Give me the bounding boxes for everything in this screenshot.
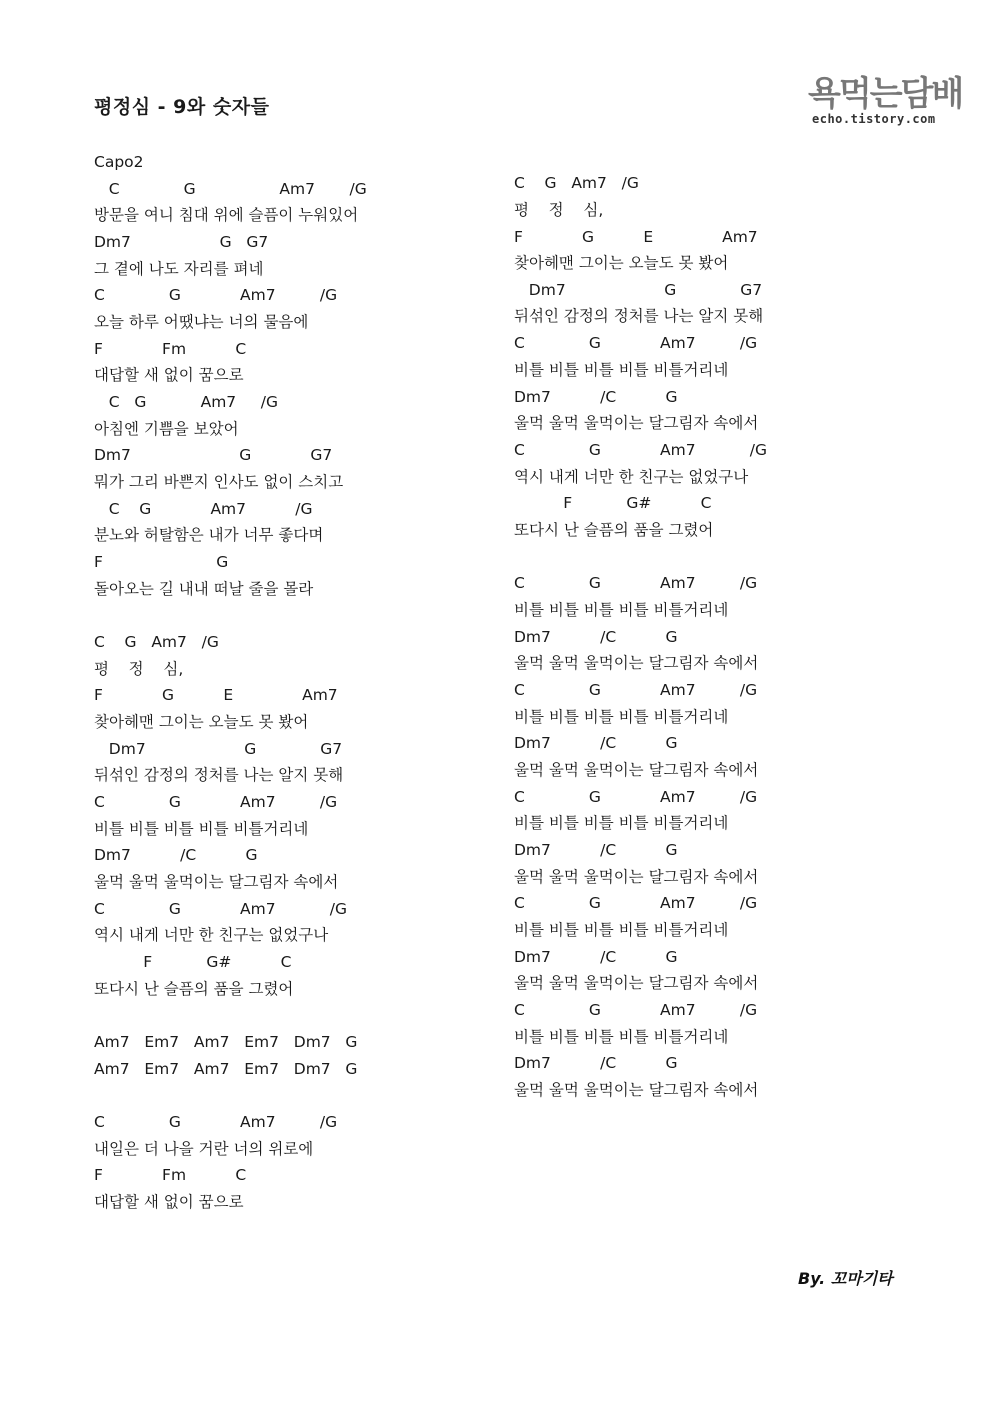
left-column-line: C G Am7 /G — [94, 793, 338, 811]
left-column-line: 대답할 새 없이 꿈으로 — [94, 1193, 244, 1211]
left-column-line: C G Am7 /G — [94, 393, 279, 411]
right-column-line: Dm7 /C G — [514, 841, 678, 859]
left-column-line: 뒤섞인 감정의 정처를 나는 알지 못해 — [94, 766, 344, 784]
left-column-line: 내일은 더 나을 거란 너의 위로에 — [94, 1140, 314, 1158]
left-column-line: 돌아오는 길 내내 떠날 줄을 몰라 — [94, 580, 314, 598]
right-column-line: 울먹 울먹 울먹이는 달그림자 속에서 — [514, 974, 759, 992]
right-column-line: C G Am7 /G — [514, 574, 758, 592]
left-column-line: 대답할 새 없이 꿈으로 — [94, 366, 244, 384]
left-column-line: Am7 Em7 Am7 Em7 Dm7 G — [94, 1033, 358, 1051]
right-column-line: 또다시 난 슬픔의 품을 그렸어 — [514, 521, 714, 539]
right-column-line: Dm7 /C G — [514, 1054, 678, 1072]
right-column-line: F G E Am7 — [514, 228, 758, 246]
song-title: 평정심 - 9와 숫자들 — [94, 96, 270, 118]
left-column-line: 역시 내게 너만 한 친구는 없었구나 — [94, 926, 329, 944]
left-column-line: F Fm C — [94, 1166, 247, 1184]
left-column-line: 평 정 심, — [94, 660, 184, 678]
right-column-line: C G Am7 /G — [514, 681, 758, 699]
right-column-line: 비틀 비틀 비틀 비틀 비틀거리네 — [514, 601, 729, 619]
signature: By. 꼬마기타 — [798, 1269, 893, 1288]
right-column-line: F G# C — [514, 494, 712, 512]
right-column-line: 비틀 비틀 비틀 비틀 비틀거리네 — [514, 708, 729, 726]
logo-url: echo.tistory.com — [812, 112, 936, 126]
right-column-line: Dm7 /C G — [514, 388, 678, 406]
right-column-line: 울먹 울먹 울먹이는 달그림자 속에서 — [514, 761, 759, 779]
left-column-line: C G Am7 /G — [94, 500, 313, 518]
right-column-line: 뒤섞인 감정의 정처를 나는 알지 못해 — [514, 307, 764, 325]
left-column-line: 뭐가 그리 바쁜지 인사도 없이 스치고 — [94, 473, 344, 491]
left-column-line: C G Am7 /G — [94, 180, 367, 198]
left-column-line: 방문을 여니 침대 위에 슬픔이 누워있어 — [94, 206, 359, 224]
right-column-line: Dm7 /C G — [514, 628, 678, 646]
right-column-line: C G Am7 /G — [514, 334, 758, 352]
left-column-line: C G Am7 /G — [94, 633, 219, 651]
left-column-line: 또다시 난 슬픔의 품을 그렸어 — [94, 980, 294, 998]
right-column-line: 평 정 심, — [514, 201, 604, 219]
right-column-line: C G Am7 /G — [514, 174, 639, 192]
left-column-line: 찾아헤맨 그이는 오늘도 못 봤어 — [94, 713, 309, 731]
left-column-line: F G — [94, 553, 229, 571]
site-logo — [808, 74, 963, 130]
right-column-line: 울먹 울먹 울먹이는 달그림자 속에서 — [514, 868, 759, 886]
left-column-line: F G E Am7 — [94, 686, 338, 704]
left-column-line: 분노와 허탈함은 내가 너무 좋다며 — [94, 526, 324, 544]
right-column-line: 비틀 비틀 비틀 비틀 비틀거리네 — [514, 361, 729, 379]
left-column-line: Dm7 /C G — [94, 846, 258, 864]
logo-text: 욕먹는담배 — [808, 74, 963, 114]
left-column-line: C G Am7 /G — [94, 1113, 338, 1131]
right-column-line: 비틀 비틀 비틀 비틀 비틀거리네 — [514, 1028, 729, 1046]
right-column-line: 울먹 울먹 울먹이는 달그림자 속에서 — [514, 654, 759, 672]
right-column-line: 울먹 울먹 울먹이는 달그림자 속에서 — [514, 414, 759, 432]
left-column-line: 그 곁에 나도 자리를 펴네 — [94, 260, 264, 278]
right-column-line: C G Am7 /G — [514, 788, 758, 806]
left-column-line: Dm7 G G7 — [94, 446, 333, 464]
right-column-line: C G Am7 /G — [514, 1001, 758, 1019]
left-column-line: F Fm C — [94, 340, 247, 358]
right-column-line: 찾아헤맨 그이는 오늘도 못 봤어 — [514, 254, 729, 272]
left-column-line: 오늘 하루 어땠냐는 너의 물음에 — [94, 313, 309, 331]
left-column-line: Am7 Em7 Am7 Em7 Dm7 G — [94, 1060, 358, 1078]
left-column-line: C G Am7 /G — [94, 900, 348, 918]
left-column-line: 비틀 비틀 비틀 비틀 비틀거리네 — [94, 820, 309, 838]
right-column-line: 역시 내게 너만 한 친구는 없었구나 — [514, 468, 749, 486]
right-column-line: 울먹 울먹 울먹이는 달그림자 속에서 — [514, 1081, 759, 1099]
right-column-line: C G Am7 /G — [514, 894, 758, 912]
right-column-line: Dm7 /C G — [514, 734, 678, 752]
left-column-line: 울먹 울먹 울먹이는 달그림자 속에서 — [94, 873, 339, 891]
left-column-line: Dm7 G G7 — [94, 740, 343, 758]
right-column-line: C G Am7 /G — [514, 441, 768, 459]
left-column-line: Capo2 — [94, 153, 144, 171]
left-column-line: F G# C — [94, 953, 292, 971]
left-column-line: Dm7 G G7 — [94, 233, 269, 251]
right-column-line: 비틀 비틀 비틀 비틀 비틀거리네 — [514, 921, 729, 939]
right-column-line: Dm7 G G7 — [514, 281, 763, 299]
left-column-line: 아침엔 기쁨을 보았어 — [94, 420, 239, 438]
right-column-line: 비틀 비틀 비틀 비틀 비틀거리네 — [514, 814, 729, 832]
left-column-line: C G Am7 /G — [94, 286, 338, 304]
right-column-line: Dm7 /C G — [514, 948, 678, 966]
